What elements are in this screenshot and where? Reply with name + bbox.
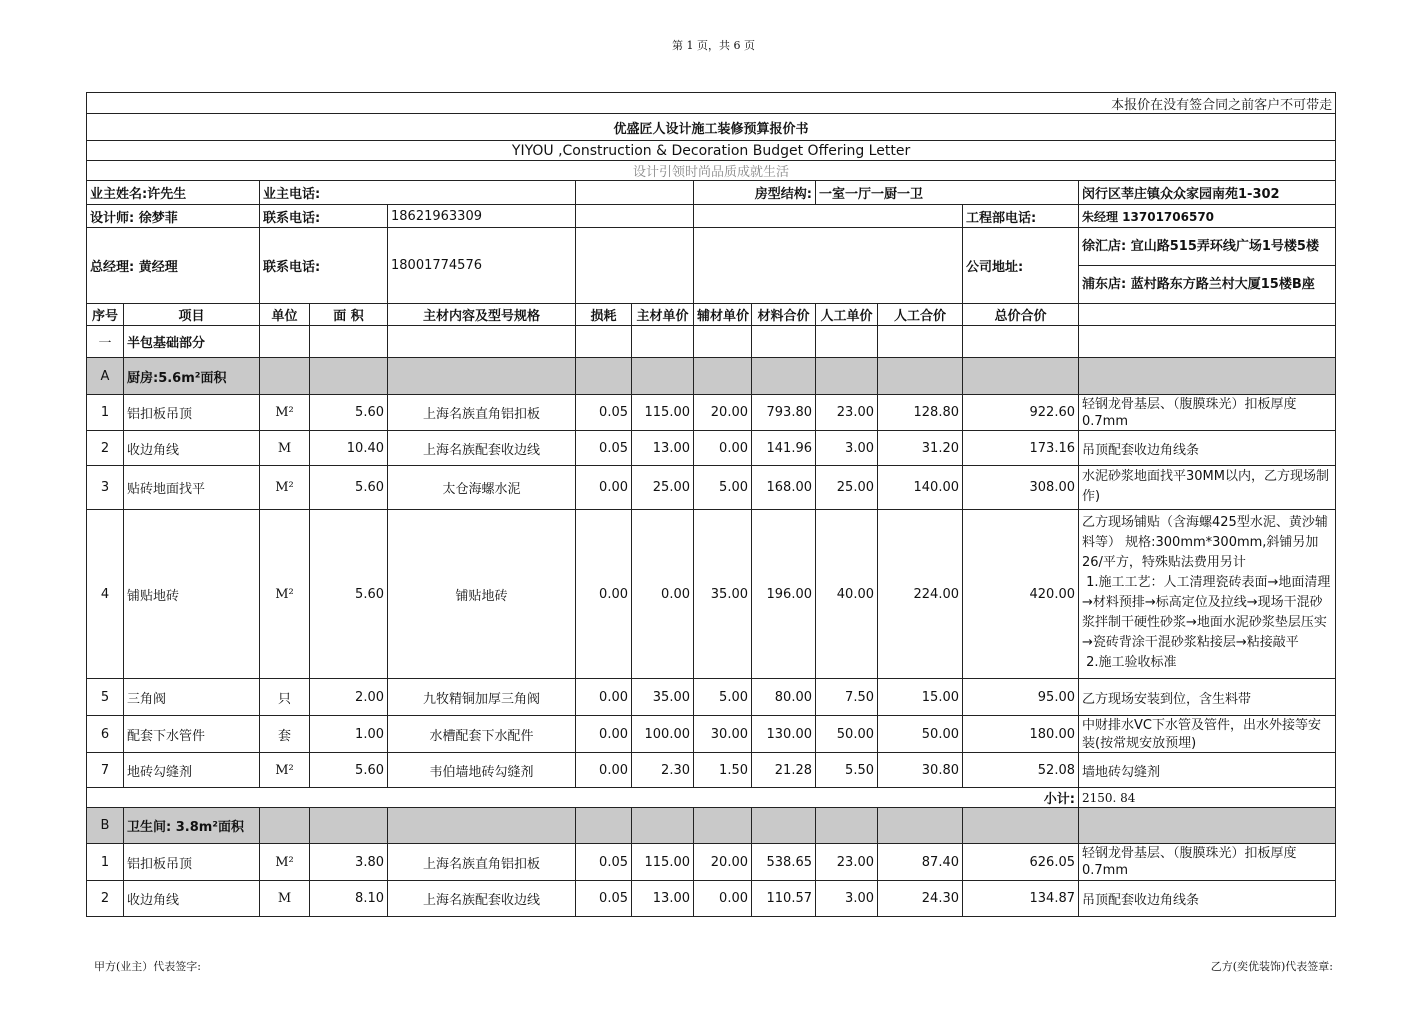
store-pudong: 浦东店: 蓝村路东方路兰村大厦15楼B座 (1082, 277, 1315, 292)
cell-no: 6 (87, 716, 124, 753)
budget-table (86, 92, 1336, 917)
note-text: 轻钢龙骨基层、（腹膜珠光）扣板厚度0.7mm (1082, 846, 1297, 878)
cell-item: 收边角线 (124, 431, 260, 466)
section-number: 一 (87, 326, 124, 358)
footer-party-a: 甲方(业主）代表签字: (94, 960, 201, 973)
cell-total: 95.00 (963, 679, 1079, 716)
cell-area: 10.40 (310, 431, 388, 466)
manager-phone: 18001774576 (388, 228, 576, 304)
cell-loss: 0.05 (576, 881, 632, 917)
cell-material: 上海名族配套收边线 (388, 431, 576, 466)
cell-mat-total: 21.28 (752, 753, 816, 788)
designer-phone: 18621963309 (388, 205, 576, 228)
cell-unit: M (260, 881, 310, 917)
table-row (87, 881, 1336, 917)
store-xuhui: 徐汇店: 宜山路515弄环线广场1号楼5楼 (1079, 228, 1335, 266)
note-text: 水泥砂浆地面找平30MM以内，乙方现场制作) (1082, 469, 1329, 504)
cell-loss: 0.00 (576, 466, 632, 510)
table-row (87, 395, 1336, 431)
cell-note (1079, 395, 1336, 431)
cell-mat-total: 793.80 (752, 395, 816, 431)
cell-total: 134.87 (963, 881, 1079, 917)
cell-area: 5.60 (310, 753, 388, 788)
info-row-2 (87, 205, 1336, 228)
cell-no: 1 (87, 395, 124, 431)
cell-note: 墙地砖勾缝剂 (1079, 753, 1336, 788)
cell-aux-price: 5.00 (694, 679, 752, 716)
cell-unit: M² (260, 844, 310, 881)
subtotal-value: 2150. 84 (1079, 788, 1336, 808)
cell-no: 1 (87, 844, 124, 881)
cell-labor-total: 31.20 (878, 431, 963, 466)
cell-no: 4 (87, 510, 124, 679)
col-header: 单位 (260, 304, 310, 326)
section-row (87, 326, 1336, 358)
cell-no: 7 (87, 753, 124, 788)
cell-note: 吊顶配套收边角线条 (1079, 881, 1336, 917)
cell-total: 922.60 (963, 395, 1079, 431)
cell-labor-price: 7.50 (816, 679, 878, 716)
cell-total: 626.05 (963, 844, 1079, 881)
cell-note (1079, 844, 1336, 881)
cell-labor-total: 87.40 (878, 844, 963, 881)
col-header: 人工单价 (816, 304, 878, 326)
cell-area: 2.00 (310, 679, 388, 716)
cell-labor-total: 15.00 (878, 679, 963, 716)
cell-area: 8.10 (310, 881, 388, 917)
group-code: B (87, 808, 124, 844)
slogan-row (87, 161, 1336, 181)
cell-note: 乙方现场安装到位，含生料带 (1079, 679, 1336, 716)
cell-labor-total: 224.00 (878, 510, 963, 679)
col-header: 材料合价 (752, 304, 816, 326)
cell-labor-price: 25.00 (816, 466, 878, 510)
cell-material: 上海名族配套收边线 (388, 881, 576, 917)
cell-loss: 0.00 (576, 716, 632, 753)
cell-main-price: 13.00 (632, 431, 694, 466)
title-cn: 优盛匠人设计施工装修预算报价书 (87, 114, 1336, 141)
group-row-a (87, 358, 1336, 395)
owner-name: 业主姓名:许先生 (87, 181, 260, 205)
cell-total: 180.00 (963, 716, 1079, 753)
cell-no: 2 (87, 881, 124, 917)
cell-note (1079, 466, 1336, 510)
cell-item: 贴砖地面找平 (124, 466, 260, 510)
table-row (87, 844, 1336, 881)
note-text: 中财排水VC下水管及管件，出水外接等安装(按常规安放预埋) (1082, 718, 1321, 751)
cell-labor-total: 24.30 (878, 881, 963, 917)
title-en: YIYOU ,Construction & Decoration Budget Offering Letter (87, 141, 1336, 161)
cell-main-price: 35.00 (632, 679, 694, 716)
cell-loss: 0.05 (576, 844, 632, 881)
cell-main-price: 115.00 (632, 395, 694, 431)
table-row (87, 753, 1336, 788)
cell-item: 三角阀 (124, 679, 260, 716)
cell-mat-total: 538.65 (752, 844, 816, 881)
cell-labor-price: 5.50 (816, 753, 878, 788)
cell-unit: 套 (260, 716, 310, 753)
cell-item: 配套下水管件 (124, 716, 260, 753)
table-row (87, 510, 1336, 679)
note-text: 乙方现场铺贴（含海螺425型水泥、黄沙辅料等） 规格:300mm*300mm,斜铺另加26/平方，特殊贴法费用另计 1.施工工艺：人工清理瓷砖表面→地面清理→材料预排→标高定位及拉线→现场干混砂浆拌制干硬性砂浆→地面水泥砂浆垫层压实→瓷砖背涂干混砂浆粘接层→粘接敲平 2.施工验收标准 (1082, 515, 1331, 670)
cell-loss: 0.00 (576, 679, 632, 716)
cell-labor-price: 23.00 (816, 844, 878, 881)
cell-mat-total: 130.00 (752, 716, 816, 753)
table-row (87, 466, 1336, 510)
subtotal-row (87, 788, 1336, 808)
cell-note (1079, 510, 1336, 679)
cell-unit: M² (260, 395, 310, 431)
cell-labor-price: 50.00 (816, 716, 878, 753)
footer-party-b: 乙方(奕优装饰)代表签章: (1210, 960, 1333, 973)
cell-mat-total: 80.00 (752, 679, 816, 716)
group-code: A (87, 358, 124, 395)
layout-label: 房型结构: (694, 181, 816, 205)
cell-unit: M² (260, 466, 310, 510)
table-row (87, 679, 1336, 716)
manager-phone-label: 联系电话: (260, 228, 388, 304)
col-header: 面 积 (310, 304, 388, 326)
cell-labor-total: 128.80 (878, 395, 963, 431)
cell-main-price: 2.30 (632, 753, 694, 788)
cell-mat-total: 110.57 (752, 881, 816, 917)
site-address: 闵行区莘庄镇众众家园南苑1-302 (1079, 181, 1336, 205)
cell-labor-total: 50.00 (878, 716, 963, 753)
cell-no: 2 (87, 431, 124, 466)
group-title: 卫生间: 3.8m²面积 (124, 808, 260, 844)
col-header: 总价合价 (963, 304, 1079, 326)
notice-row (87, 93, 1336, 114)
subtotal-label: 小计: (87, 788, 1079, 808)
page-number: 第 1 页，共 6 页 (672, 39, 755, 52)
col-header: 主材单价 (632, 304, 694, 326)
cell-item: 地砖勾缝剂 (124, 753, 260, 788)
cell-area: 3.80 (310, 844, 388, 881)
col-header (1079, 304, 1336, 326)
cell-mat-total: 196.00 (752, 510, 816, 679)
table-row (87, 431, 1336, 466)
cell-labor-total: 140.00 (878, 466, 963, 510)
cell-aux-price: 0.00 (694, 431, 752, 466)
cell-labor-total: 30.80 (878, 753, 963, 788)
note-text: 轻钢龙骨基层、（腹膜珠光）扣板厚度0.7mm (1082, 397, 1297, 429)
company-address-label: 公司地址: (963, 228, 1079, 304)
info-row-1 (87, 181, 1336, 205)
cell-loss: 0.00 (576, 510, 632, 679)
table-row (87, 716, 1336, 753)
cell-unit: M (260, 431, 310, 466)
col-header: 损耗 (576, 304, 632, 326)
cell-material: 水槽配套下水配件 (388, 716, 576, 753)
col-header: 辅材单价 (694, 304, 752, 326)
cell-unit: M² (260, 753, 310, 788)
layout-value: 一室一厅一厨一卫 (816, 181, 1079, 205)
cell-total: 308.00 (963, 466, 1079, 510)
dept-phone-label: 工程部电话: (963, 205, 1079, 228)
slogan: 设计引领时尚品质成就生活 (87, 161, 1336, 181)
cell-aux-price: 35.00 (694, 510, 752, 679)
cell-main-price: 25.00 (632, 466, 694, 510)
cell-main-price: 115.00 (632, 844, 694, 881)
cell-main-price: 13.00 (632, 881, 694, 917)
cell-main-price: 100.00 (632, 716, 694, 753)
cell-loss: 0.00 (576, 753, 632, 788)
notice-text: 本报价在没有签合同之前客户不可带走 (87, 93, 1336, 114)
col-header: 人工合价 (878, 304, 963, 326)
cell-material: 太仓海螺水泥 (388, 466, 576, 510)
cell-material: 上海名族直角铝扣板 (388, 395, 576, 431)
info-row-3 (87, 228, 1336, 304)
cell-no: 5 (87, 679, 124, 716)
cell-unit: 只 (260, 679, 310, 716)
cell-total: 173.16 (963, 431, 1079, 466)
cell-loss: 0.05 (576, 395, 632, 431)
cell-total: 52.08 (963, 753, 1079, 788)
cell-aux-price: 20.00 (694, 395, 752, 431)
owner-phone-label: 业主电话: (260, 181, 576, 205)
cell-labor-price: 23.00 (816, 395, 878, 431)
group-title: 厨房:5.6m²面积 (124, 358, 260, 395)
cell-labor-price: 40.00 (816, 510, 878, 679)
cell-total: 420.00 (963, 510, 1079, 679)
designer-phone-label: 联系电话: (260, 205, 388, 228)
cell-aux-price: 5.00 (694, 466, 752, 510)
cell-labor-price: 3.00 (816, 431, 878, 466)
cell-area: 5.60 (310, 466, 388, 510)
header-row (87, 304, 1336, 326)
cell-item: 铝扣板吊顶 (124, 395, 260, 431)
cell-area: 1.00 (310, 716, 388, 753)
cell-material: 九牧精铜加厚三角阀 (388, 679, 576, 716)
cell-material: 铺贴地砖 (388, 510, 576, 679)
col-header: 主材内容及型号规格 (388, 304, 576, 326)
section-title: 半包基础部分 (124, 326, 260, 358)
cell-note (1079, 716, 1336, 753)
cell-mat-total: 141.96 (752, 431, 816, 466)
cell-mat-total: 168.00 (752, 466, 816, 510)
cell-no: 3 (87, 466, 124, 510)
cell-loss: 0.05 (576, 431, 632, 466)
title-row (87, 114, 1336, 141)
col-header: 序号 (87, 304, 124, 326)
general-manager: 总经理: 黄经理 (87, 228, 260, 304)
cell-item: 铺贴地砖 (124, 510, 260, 679)
cell-material: 韦伯墙地砖勾缝剂 (388, 753, 576, 788)
cell-main-price: 0.00 (632, 510, 694, 679)
cell-unit: M² (260, 510, 310, 679)
col-header: 项目 (124, 304, 260, 326)
cell-area: 5.60 (310, 510, 388, 679)
group-row-b (87, 808, 1336, 844)
cell-aux-price: 0.00 (694, 881, 752, 917)
designer: 设计师: 徐梦菲 (87, 205, 260, 228)
cell-item: 铝扣板吊顶 (124, 844, 260, 881)
cell-item: 收边角线 (124, 881, 260, 917)
cell-aux-price: 1.50 (694, 753, 752, 788)
title-en-row (87, 141, 1336, 161)
cell-material: 上海名族直角铝扣板 (388, 844, 576, 881)
cell-note: 吊顶配套收边角线条 (1079, 431, 1336, 466)
cell-labor-price: 3.00 (816, 881, 878, 917)
cell-aux-price: 20.00 (694, 844, 752, 881)
dept-phone-value: 朱经理 13701706570 (1079, 205, 1336, 228)
cell-aux-price: 30.00 (694, 716, 752, 753)
cell-area: 5.60 (310, 395, 388, 431)
